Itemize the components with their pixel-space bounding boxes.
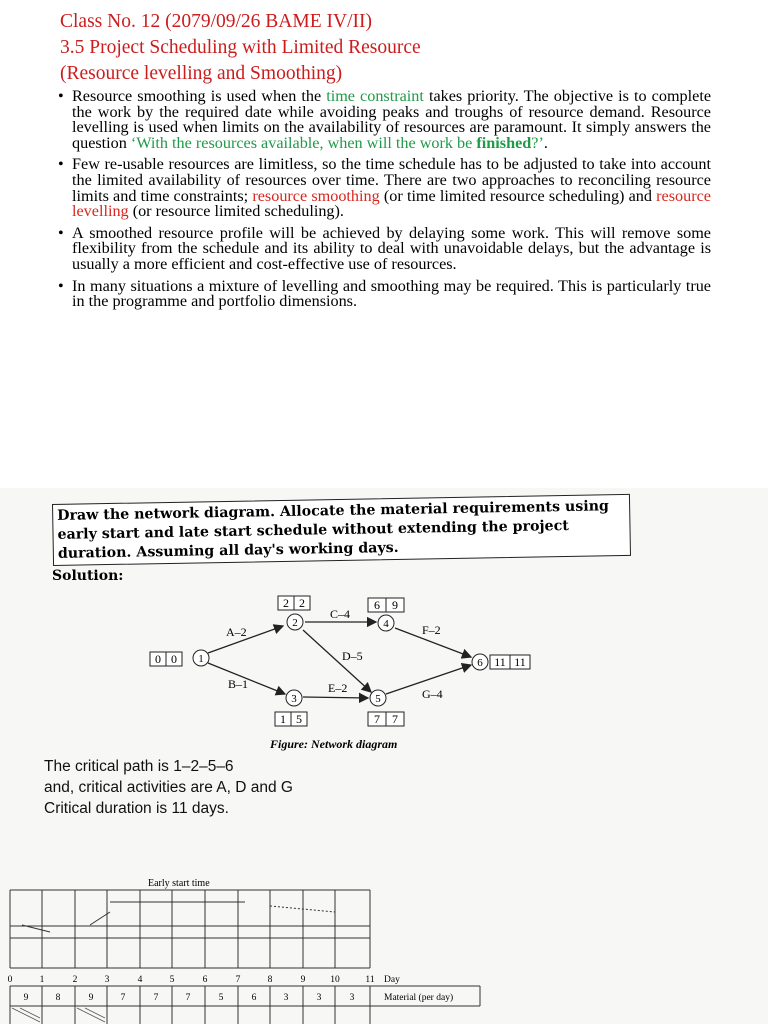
day-label: 5 — [169, 975, 175, 985]
node-5 — [368, 690, 404, 726]
bullet-text: takes priority. The objective is to complete the work by the required date while avoiding peaks and troughs of resource demand. Resource levelling is used when limits on the availability of resources are paramount. It simply answers the question — [72, 87, 712, 152]
bullet-text: (or resource limited scheduling). — [128, 202, 344, 221]
activity-label-b: B–1 — [228, 677, 249, 691]
day-label: 1 — [39, 975, 45, 985]
activity-label-a: A–2 — [226, 625, 247, 639]
activity-label-c: C–4 — [330, 607, 351, 621]
material-value: 9 — [23, 993, 29, 1003]
material-value: 3 — [283, 993, 289, 1003]
node-id: 2 — [292, 617, 298, 629]
critical-path-text: The critical path is 1–2–5–6 — [44, 758, 234, 775]
material-value: 6 — [251, 993, 257, 1003]
bullet-text: Few re-usable resources are limitless, so the time schedule has to be adjusted to take into account the limited availability of resources over time. There are two approaches to reconciling resource limits and time constraints; — [72, 155, 711, 205]
node-es: 0 — [155, 652, 161, 666]
bullet-text: In many situations a mixture of levelling and smoothing may be required. This is particularly true in the programme and portfolio dimensions. — [72, 276, 711, 311]
activity-label-e: E–2 — [328, 681, 348, 695]
section-subtitle: (Resource levelling and Smoothing) — [60, 63, 343, 84]
bullet-list — [56, 89, 711, 316]
node-ls: 9 — [392, 598, 398, 612]
highlight-green: ‘With the resources available, when will the work be — [130, 133, 477, 152]
node-ls: 11 — [514, 655, 526, 669]
day-label: 2 — [72, 975, 78, 985]
node-id: 3 — [291, 693, 297, 705]
node-ls: 7 — [392, 712, 398, 726]
bullet-item — [56, 157, 711, 219]
schedule-title: Early start time — [148, 878, 210, 889]
bullet-item — [56, 223, 711, 273]
activity-label-f: F–2 — [422, 623, 441, 637]
material-value: 9 — [88, 993, 94, 1003]
node-es: 7 — [374, 712, 380, 726]
node-es: 11 — [494, 655, 506, 669]
material-value: 7 — [153, 993, 159, 1003]
activity-label-g: G–4 — [422, 687, 443, 701]
node-id: 1 — [198, 653, 204, 665]
material-value: 3 — [349, 993, 355, 1003]
node-id: 5 — [375, 693, 381, 705]
node-es: 1 — [280, 712, 286, 726]
day-label: 0 — [7, 975, 13, 985]
critical-activities-text: and, critical activities are A, D and G — [44, 779, 293, 796]
problem-statement: Draw the network diagram. Allocate the material requirements using early start and late start schedule without extending the project duration. Assuming all day's working days. — [52, 494, 631, 566]
bullet-item — [56, 276, 711, 311]
material-value: 7 — [120, 993, 126, 1003]
highlight-green-bold: finished — [476, 133, 532, 152]
day-label: 9 — [300, 975, 306, 985]
day-label: 11 — [365, 975, 375, 985]
bullet-text: Resource smoothing is used when the — [72, 87, 327, 105]
solution-label: Solution: — [52, 568, 124, 584]
highlight-red: resource smoothing — [252, 186, 380, 205]
activity-label-d: D–5 — [342, 649, 363, 663]
node-3 — [275, 690, 307, 726]
day-label: 6 — [202, 975, 208, 985]
bullet-text: A smoothed resource profile will be achieved by delaying some work. This will remove some flexibility from the schedule and its ability to deal with unavoidable delays, but the advantage is usually a more efficient and cost-effective use of resources. — [72, 223, 711, 273]
early-start-schedule-table — [0, 870, 768, 1024]
node-2 — [278, 596, 310, 630]
node-ls: 2 — [299, 596, 305, 610]
node-es: 6 — [374, 598, 380, 612]
day-label: 4 — [137, 975, 143, 985]
node-es: 2 — [283, 596, 289, 610]
node-ls: 5 — [296, 712, 302, 726]
bullet-text: (or time limited resource scheduling) and — [379, 186, 657, 205]
material-axis-label: Material (per day) — [384, 993, 454, 1003]
material-value: 8 — [55, 993, 61, 1003]
highlight-red: resource levelling — [72, 186, 711, 221]
material-value: 5 — [218, 993, 224, 1003]
node-id: 6 — [477, 657, 483, 669]
day-label: 3 — [104, 975, 110, 985]
node-6 — [472, 654, 530, 670]
day-label: 8 — [267, 975, 273, 985]
critical-duration-text: Critical duration is 11 days. — [44, 800, 229, 817]
highlight-green: time constraint — [326, 87, 424, 105]
day-axis-label: Day — [384, 975, 400, 985]
node-ls: 0 — [171, 652, 177, 666]
class-title: Class No. 12 (2079/09/26 BAME IV/II) — [60, 11, 372, 32]
highlight-green: ?’ — [531, 133, 544, 152]
node-id: 4 — [383, 618, 389, 630]
day-label: 10 — [330, 975, 340, 985]
conclusion — [44, 756, 293, 819]
node-4 — [368, 598, 404, 631]
section-title: 3.5 Project Scheduling with Limited Resource — [60, 37, 421, 58]
network-diagram — [140, 588, 560, 753]
node-1 — [150, 650, 209, 666]
figure-caption: Figure: Network diagram — [270, 737, 398, 751]
bullet-text: . — [543, 133, 548, 152]
material-value: 3 — [316, 993, 322, 1003]
material-value: 7 — [185, 993, 191, 1003]
day-label: 7 — [235, 975, 241, 985]
arrow-e — [303, 697, 368, 698]
bullet-item — [56, 89, 711, 151]
